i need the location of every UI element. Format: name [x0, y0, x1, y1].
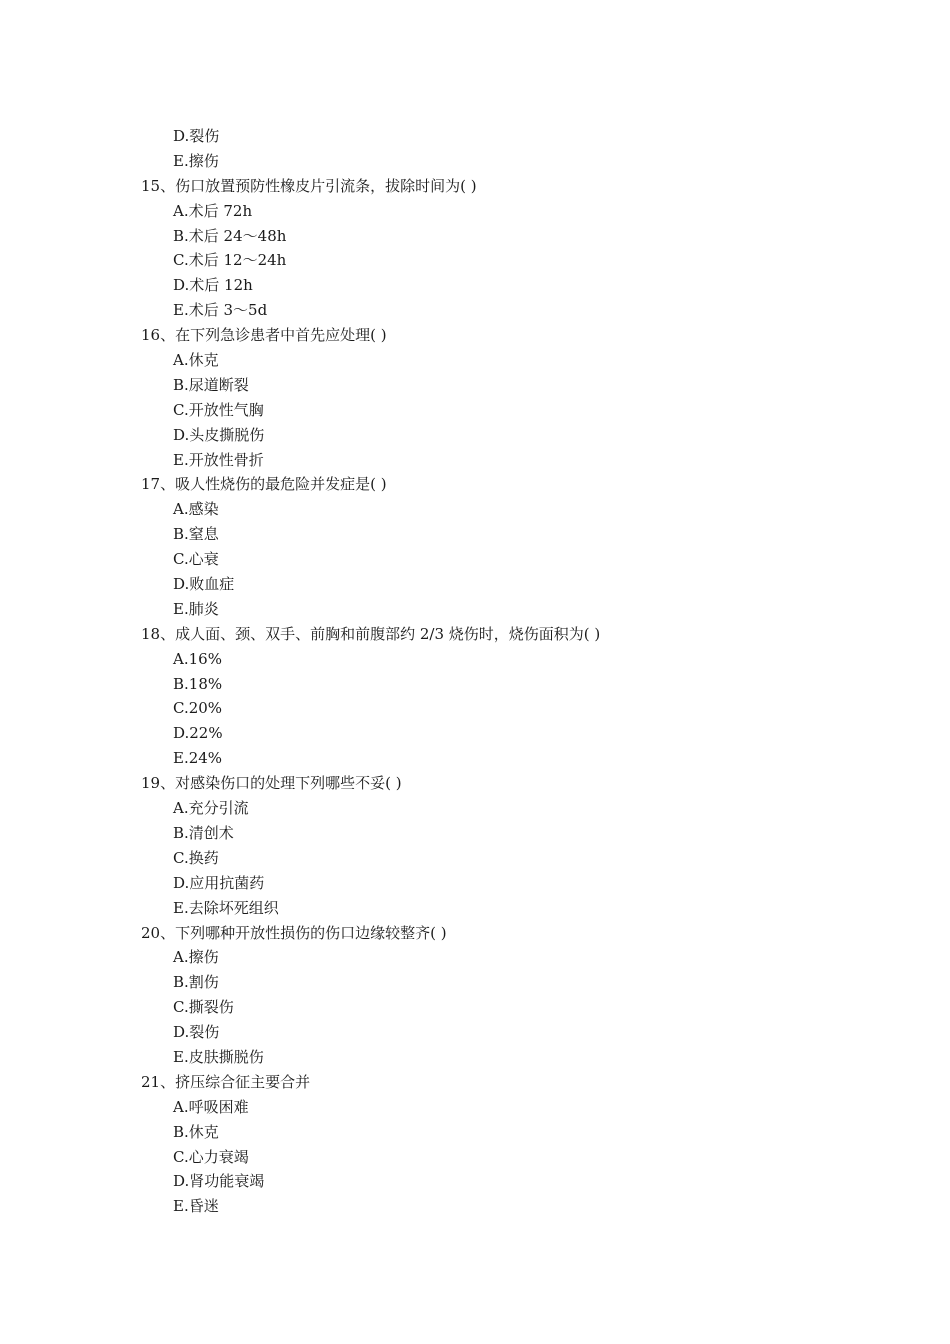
option-item: C.心力衰竭 [173, 1147, 249, 1166]
option-item: B.尿道断裂 [173, 375, 249, 394]
question-text: 18、成人面、颈、双手、前胸和前腹部约 2/3 烧伤时，烧伤面积为( ) [141, 624, 601, 643]
question-16 [0, 323, 950, 472]
question-text: 21、挤压综合征主要合并 [141, 1072, 311, 1091]
option-item: A.充分引流 [173, 799, 249, 818]
option-item: B.术后 24～48h [173, 226, 287, 245]
continuation-block [0, 124, 950, 174]
question-text: 19、对感染伤口的处理下列哪些不妥( ) [141, 774, 402, 793]
option-item: D.应用抗菌药 [173, 873, 265, 892]
question-text: 16、在下列急诊患者中首先应处理( ) [141, 326, 387, 345]
option-item: C.开放性气胸 [173, 400, 264, 419]
option-item: A.呼吸困难 [173, 1097, 249, 1116]
option-item: D.术后 12h [173, 276, 253, 295]
question-17 [0, 472, 950, 621]
option-item: D.裂伤 [173, 127, 220, 145]
question-15 [0, 174, 950, 323]
option-item: C.撕裂伤 [173, 998, 234, 1017]
question-text: 17、吸人性烧伤的最危险并发症是( ) [141, 475, 387, 494]
option-item: A.16% [173, 649, 222, 668]
option-item: C.术后 12～24h [173, 251, 287, 270]
option-item: A.术后 72h [173, 201, 253, 220]
option-item: E.昏迷 [173, 1197, 219, 1216]
option-item: E.皮肤撕脱伤 [173, 1047, 264, 1066]
option-item: C.20% [173, 699, 223, 718]
option-item: C.心衰 [173, 550, 219, 569]
question-19 [0, 771, 950, 920]
option-item: A.擦伤 [173, 948, 219, 967]
option-item: D.裂伤 [173, 1023, 220, 1042]
option-item: B.清创术 [173, 823, 234, 842]
option-item: E.开放性骨折 [173, 450, 264, 469]
option-item: B.18% [173, 674, 223, 693]
option-item: D.22% [173, 724, 223, 743]
document-page [0, 124, 950, 1219]
question-text: 15、伤口放置预防性橡皮片引流条，拔除时间为( ) [141, 176, 477, 195]
option-item: D.头皮撕脱伤 [173, 425, 265, 444]
option-item: A.感染 [173, 500, 219, 519]
question-21 [0, 1070, 950, 1219]
question-18 [0, 622, 950, 771]
option-item: D.肾功能衰竭 [173, 1172, 265, 1191]
option-item: D.败血症 [173, 575, 235, 594]
option-item: E.术后 3～5d [173, 301, 268, 320]
option-item: E.擦伤 [173, 151, 219, 170]
option-item: E.24% [173, 749, 223, 768]
option-item: C.换药 [173, 848, 219, 867]
option-item: B.窒息 [173, 525, 219, 544]
option-item: E.肺炎 [173, 599, 219, 618]
question-20 [0, 921, 950, 1070]
option-item: B.休克 [173, 1122, 219, 1141]
option-item: E.去除坏死组织 [173, 898, 279, 917]
option-item: A.休克 [173, 351, 219, 370]
option-item: B.割伤 [173, 973, 219, 992]
question-text: 20、下列哪种开放性损伤的伤口边缘较整齐( ) [141, 923, 447, 942]
